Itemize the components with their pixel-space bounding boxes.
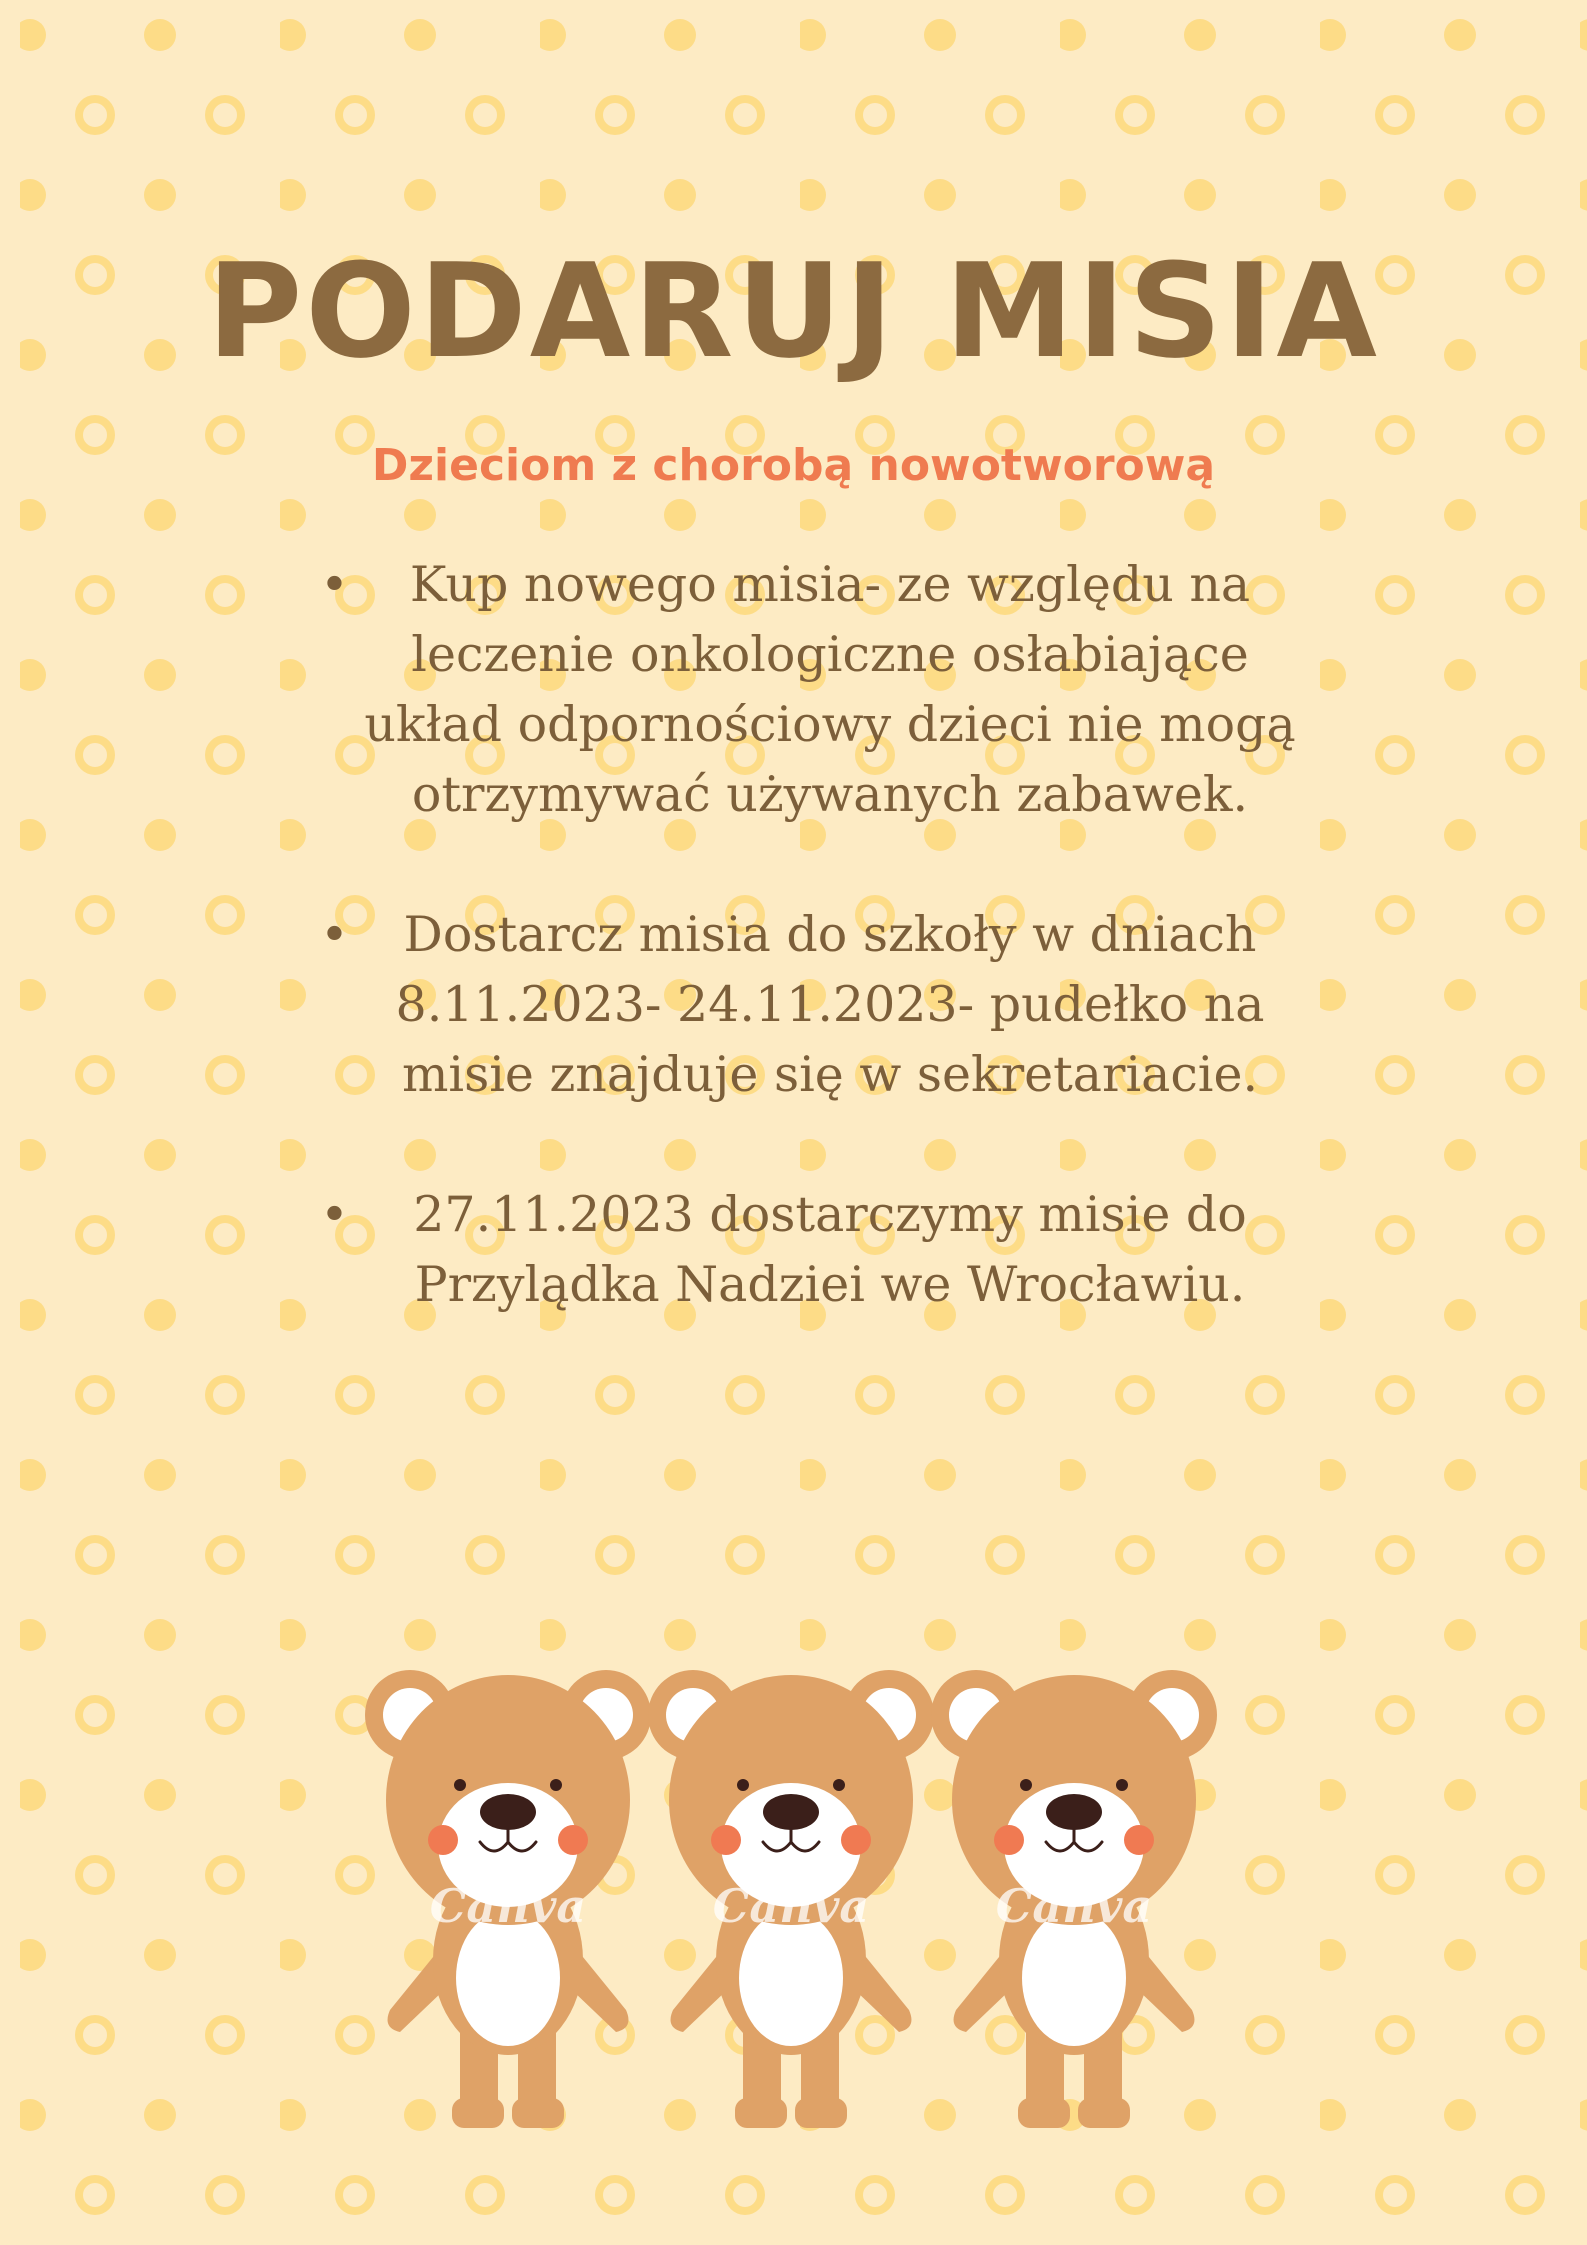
canva-watermark-3: Canva xyxy=(995,1879,1153,1933)
bullet-icon: • xyxy=(320,906,349,963)
instruction-item-deliver xyxy=(290,900,1340,1110)
instruction-text: 27.11.2023 dostarczymy misie do Przylądka Nadziei we Wrocławiu. xyxy=(413,1186,1247,1313)
teddy-bears-illustration xyxy=(360,1660,1230,2130)
poster-subtitle: Dzieciom z chorobą nowotworową xyxy=(371,440,1216,491)
canva-watermark-2: Canva xyxy=(712,1879,870,1933)
instruction-text: Kup nowego misia- ze względu na leczenie onkologiczne osłabiające układ odpornościowy dzieci nie mogą otrzymywać używanych zabawek. xyxy=(364,556,1296,823)
bullet-icon: • xyxy=(320,556,349,613)
instructions-list xyxy=(290,550,1340,1390)
poster-title: PODARUJ MISIA xyxy=(207,235,1380,387)
canva-watermark-1: Canva xyxy=(429,1879,587,1933)
instruction-text: Dostarcz misia do szkoły w dniach 8.11.2023- 24.11.2023- pudełko na misie znajduje się w sekretariacie. xyxy=(395,906,1265,1103)
instruction-item-handover xyxy=(290,1180,1340,1320)
instruction-item-buy xyxy=(290,550,1340,830)
bullet-icon: • xyxy=(320,1186,349,1243)
